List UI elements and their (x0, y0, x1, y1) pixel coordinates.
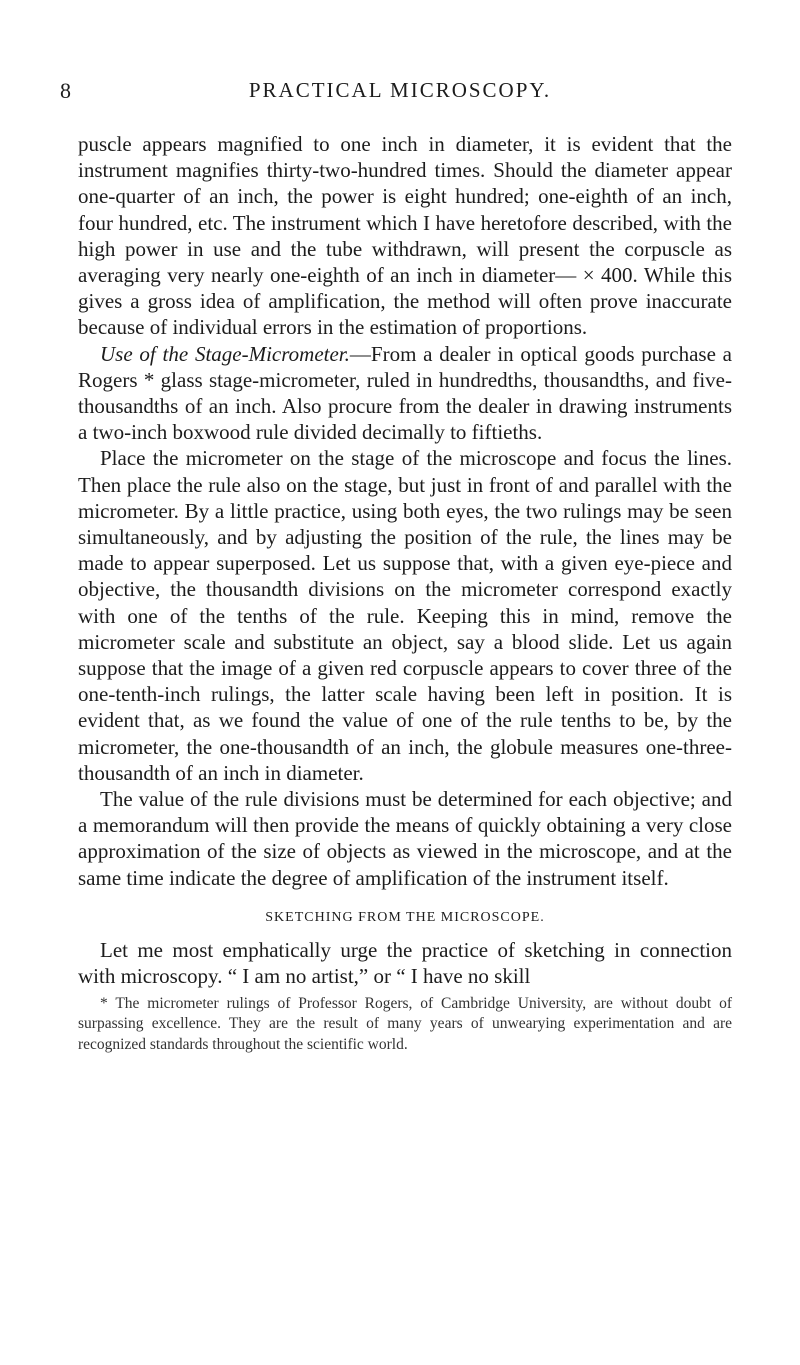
paragraph-3: Place the micrometer on the stage of the microscope and focus the lines. Then place the rule also on the stage, but just in front of and parallel with the micrometer. By a little practice, using both eyes, the two rulings may be seen simultaneously, and by adjusting the position of the rule, the lines may be made to appear superposed. Let us suppose that, with a given eye-piece and objective, the thousandth divisions on the micrometer correspond exactly with one of the tenths of the rule. Keeping this in mind, remove the micrometer scale and substitute an object, say a blood slide. Let us again suppose that the image of a given red corpuscle appears to cover three of the one-tenth-inch rulings, the latter scale having been left in position. It is evident that, as we found the value of one of the rule tenths to be, by the micrometer, the one-thousandth of an inch, the globule measures one-three-thousandth of an inch in diameter. (78, 446, 732, 785)
paragraph-2 (78, 341, 732, 446)
paragraph-5: Let me most emphatically urge the practice of sketching in connection with microscopy. “ I am no artist,” or “ I have no skill (78, 938, 732, 989)
paragraph-1: puscle appears magnified to one inch in diameter, it is evident that the instrument magnifies thirty-two-hundred times. Should the diameter appear one-quarter of an inch, the power is eight hundred; one-eighth of an inch, four hundred, etc. The instrument which I have heretofore described, with the high power in use and the tube withdrawn, will present the corpuscle as averaging very nearly one-eighth of an inch in diameter— × 400. While this gives a gross idea of amplification, the method will often prove inaccurate because of individual errors in the estimation of proportions. (78, 132, 732, 340)
body-text (78, 131, 732, 1055)
run-in-heading: Use of the Stage-Micrometer. (100, 341, 350, 366)
paragraph-4: The value of the rule divisions must be determined for each objective; and a memorandum will then provide the means of quickly obtaining a very close approximation of the size of objects as viewed in the microscope, and at the same time indicate the degree of amplification of the instrument itself. (78, 787, 732, 890)
running-title: PRACTICAL MICROSCOPY. (248, 78, 552, 102)
paragraph-2-text: —From a dealer in optical goods purchase a Rogers * glass stage-micrometer, ruled in hundredths, thousandths, and five-thousandths of an inch. Also procure from the dealer in drawing instruments a two-inch boxwood rule divided decimally to fiftieths. (78, 341, 733, 445)
page-header (60, 78, 740, 108)
footnote: * The micrometer rulings of Professor Rogers, of Cambridge University, are without doubt of surpassing excellence. They are the result of many years of unwearying experimentation and are recognized standards throughout the scientific world. (78, 994, 732, 1053)
page-number: 8 (60, 78, 71, 103)
section-heading: SKETCHING FROM THE MICROSCOPE. (265, 909, 545, 925)
